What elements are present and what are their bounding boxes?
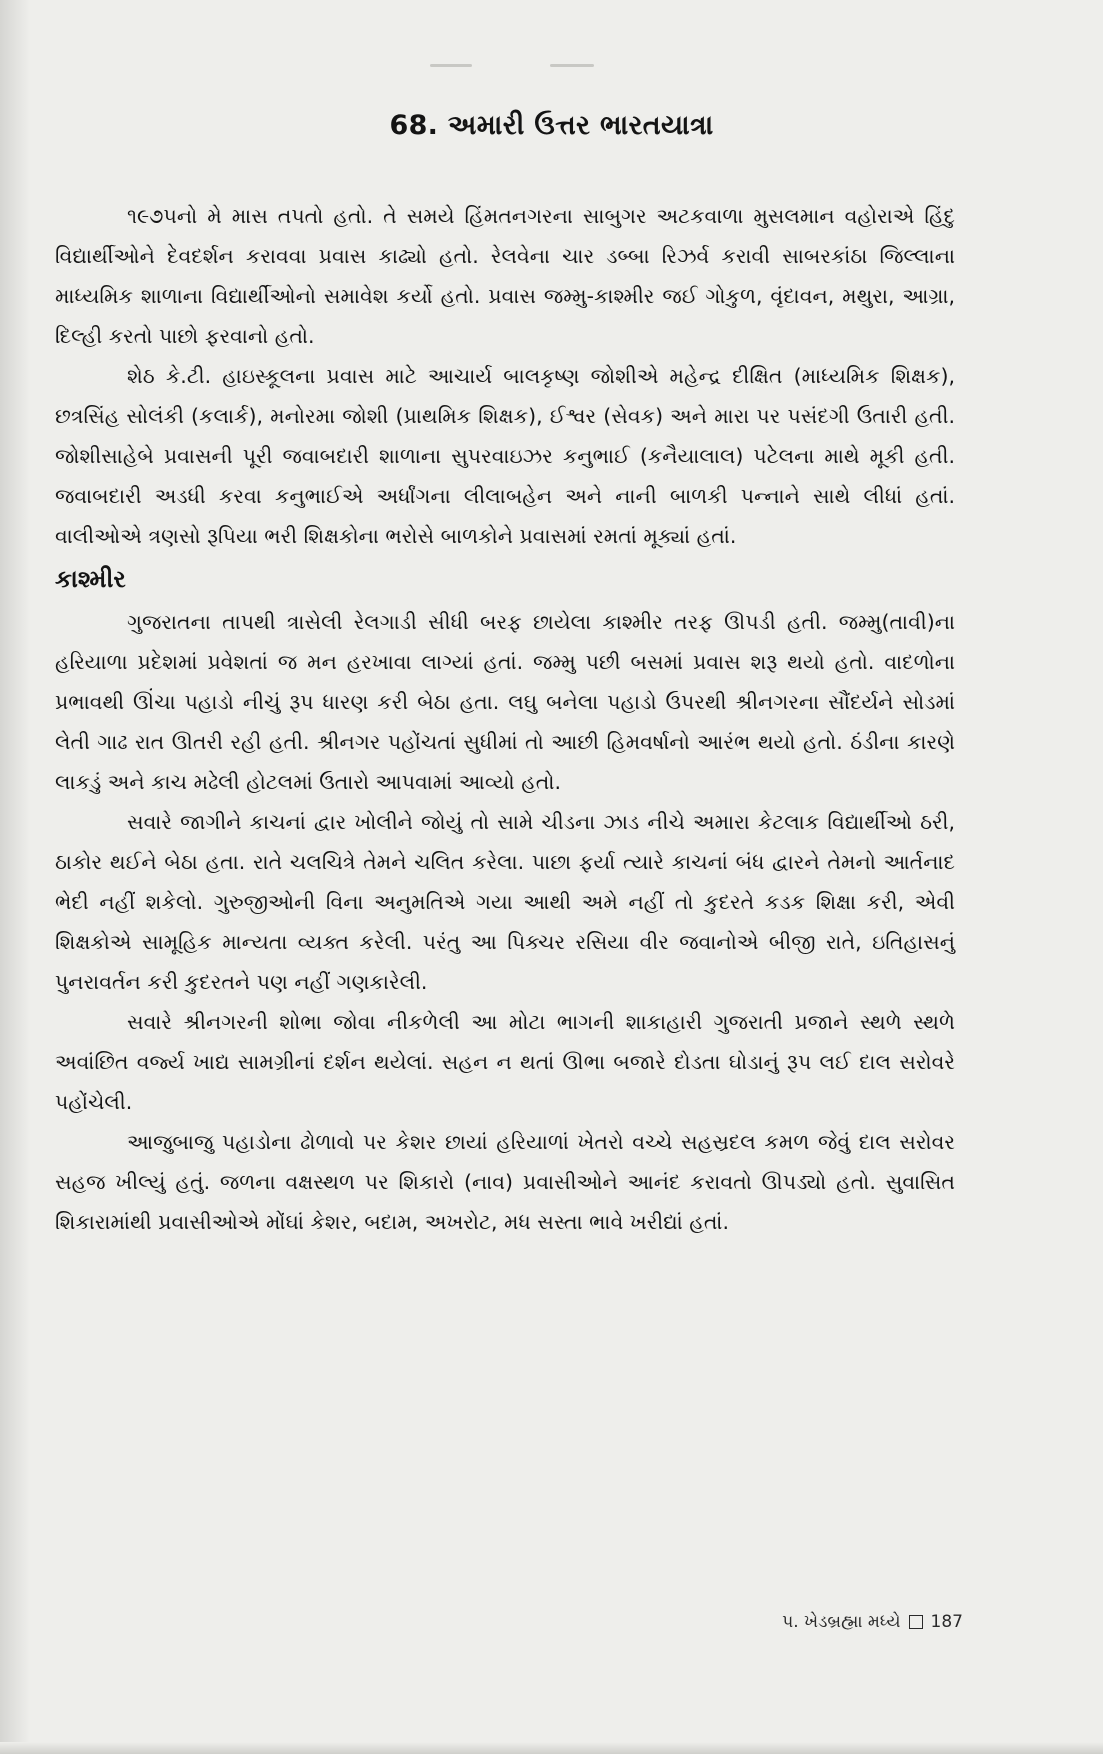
paragraph: સવારે જાગીને કાચનાં દ્વાર ખોલીને જોયું તો સામે ચીડના ઝાડ નીચે અમારા કેટલાક વિદ્યાર્થીઓ ઠરી, ઠાકોર થઈને બેઠા હતા. રાતે ચલચિત્રે તેમને ચલિત કરેલા. પાછા ફર્યા ત્યારે કાચનાં બંધ દ્વારને તેમનો આર્તનાદ ભેદી નહીં શકેલો. ગુરુજીઓની વિના અનુમતિએ ગયા આથી અમે નહીં તો કુદરતે કડક શિક્ષા કરી, એવી શિક્ષકોએ સામૂહિક માન્યતા વ્યક્ત કરેલી. પરંતુ આ પિક્ચર રસિયા વીર જવાનોએ બીજી રાતે, ઇતિહાસનું પુનરાવર્તન કરી કુદરતને પણ નહીં ગણકારેલી. — [55, 810, 955, 994]
square-icon — [909, 1615, 923, 1629]
body-text — [55, 196, 955, 1242]
page-footer — [782, 1612, 963, 1632]
page-number: 187 — [930, 1612, 963, 1632]
bleed-through-header — [430, 58, 680, 78]
page-bottom-edge — [0, 1742, 1103, 1754]
running-footer-label: પ. ખેડબ્રહ્મા મધ્યે — [782, 1612, 901, 1632]
section-heading: કાશ્મીર — [55, 565, 126, 593]
paragraph: ૧૯૭૫નો મે માસ તપતો હતો. તે સમયે હિંમતનગરના સાબુગર અટકવાળા મુસલમાન વહોરાએ હિંદુ વિદ્યાર્થીઓને દેવદર્શન કરાવવા પ્રવાસ કાઢ્યો હતો. રેલવેના ચાર ડબ્બા રિઝર્વ કરાવી સાબરકાંઠા જિલ્લાના માધ્યમિક શાળાના વિદ્યાર્થીઓનો સમાવેશ કર્યો હતો. પ્રવાસ જમ્મુ-કાશ્મીર જઈ ગોકુળ, વૃંદાવન, મથુરા, આગ્રા, દિલ્હી કરતો પાછો ફરવાનો હતો. — [55, 204, 955, 348]
paragraph: સવારે શ્રીનગરની શોભા જોવા નીકળેલી આ મોટા ભાગની શાકાહારી ગુજરાતી પ્રજાને સ્થળે સ્થળે અવાંછિત વર્જ્ય ખાદ્ય સામગ્રીનાં દર્શન થયેલાં. સહન ન થતાં ઊભા બજારે દોડતા ઘોડાનું રૂપ લઈ દાલ સરોવરે પહોંચેલી. — [55, 1010, 955, 1114]
spine-shadow — [0, 0, 30, 1754]
paragraph: શેઠ કે.ટી. હાઇસ્કૂલના પ્રવાસ માટે આચાર્ય બાલકૃષ્ણ જોશીએ મહેન્દ્ર દીક્ષિત (માધ્યમિક શિક્ષક), છત્રસિંહ સોલંકી (કલાર્ક), મનોરમા જોશી (પ્રાથમિક શિક્ષક), ઈશ્વર (સેવક) અને મારા પર પસંદગી ઉતારી હતી. જોશીસાહેબે પ્રવાસની પૂરી જવાબદારી શાળાના સુપરવાઇઝર કનુભાઈ (કનૈયાલાલ) પટેલના માથે મૂકી હતી. જવાબદારી અડધી કરવા કનુભાઈએ અર્ધાંગના લીલાબહેન અને નાની બાળકી પન્નાને સાથે લીધાં હતાં. વાલીઓએ ત્રણસો રૂપિયા ભરી શિક્ષકોના ભરોસે બાળકોને પ્રવાસમાં રમતાં મૂક્યાં હતાં. — [55, 364, 955, 548]
chapter-title: 68. અમારી ઉત્તર ભારતયાત્રા — [389, 110, 714, 141]
paragraph: આજુબાજુ પહાડોના ઢોળાવો પર કેશર છાયાં હરિયાળાં ખેતરો વચ્ચે સહસ્રદલ કમળ જેવું દાલ સરોવર સહજ ખીલ્યું હતું. જળના વક્ષસ્થળ પર શિકારો (નાવ) પ્રવાસીઓને આનંદ કરાવતો ઊપડ્યો હતો. સુવાસિત શિકારામાંથી પ્રવાસીઓએ મોંઘાં કેશર, બદામ, અખરોટ, મધ સસ્તા ભાવે ખરીદ્યાં હતાં. — [55, 1130, 955, 1234]
paragraph: ગુજરાતના તાપથી ત્રાસેલી રેલગાડી સીધી બરફ છાયેલા કાશ્મીર તરફ ઊપડી હતી. જમ્મુ(તાવી)ના હરિયાળા પ્રદેશમાં પ્રવેશતાં જ મન હરખાવા લાગ્યાં હતાં. જમ્મુ પછી બસમાં પ્રવાસ શરૂ થયો હતો. વાદળોના પ્રભાવથી ઊંચા પહાડો નીચું રૂપ ધારણ કરી બેઠા હતા. લઘુ બનેલા પહાડો ઉપરથી શ્રીનગરના સૌંદર્યને સોડમાં લેતી ગાઢ રાત ઊતરી રહી હતી. શ્રીનગર પહોંચતાં સુધીમાં તો આછી હિમવર્ષાનો આરંભ થયો હતો. ઠંડીના કારણે લાકડું અને કાચ મઢેલી હોટલમાં ઉતારો આપવામાં આવ્યો હતો. — [55, 610, 955, 794]
